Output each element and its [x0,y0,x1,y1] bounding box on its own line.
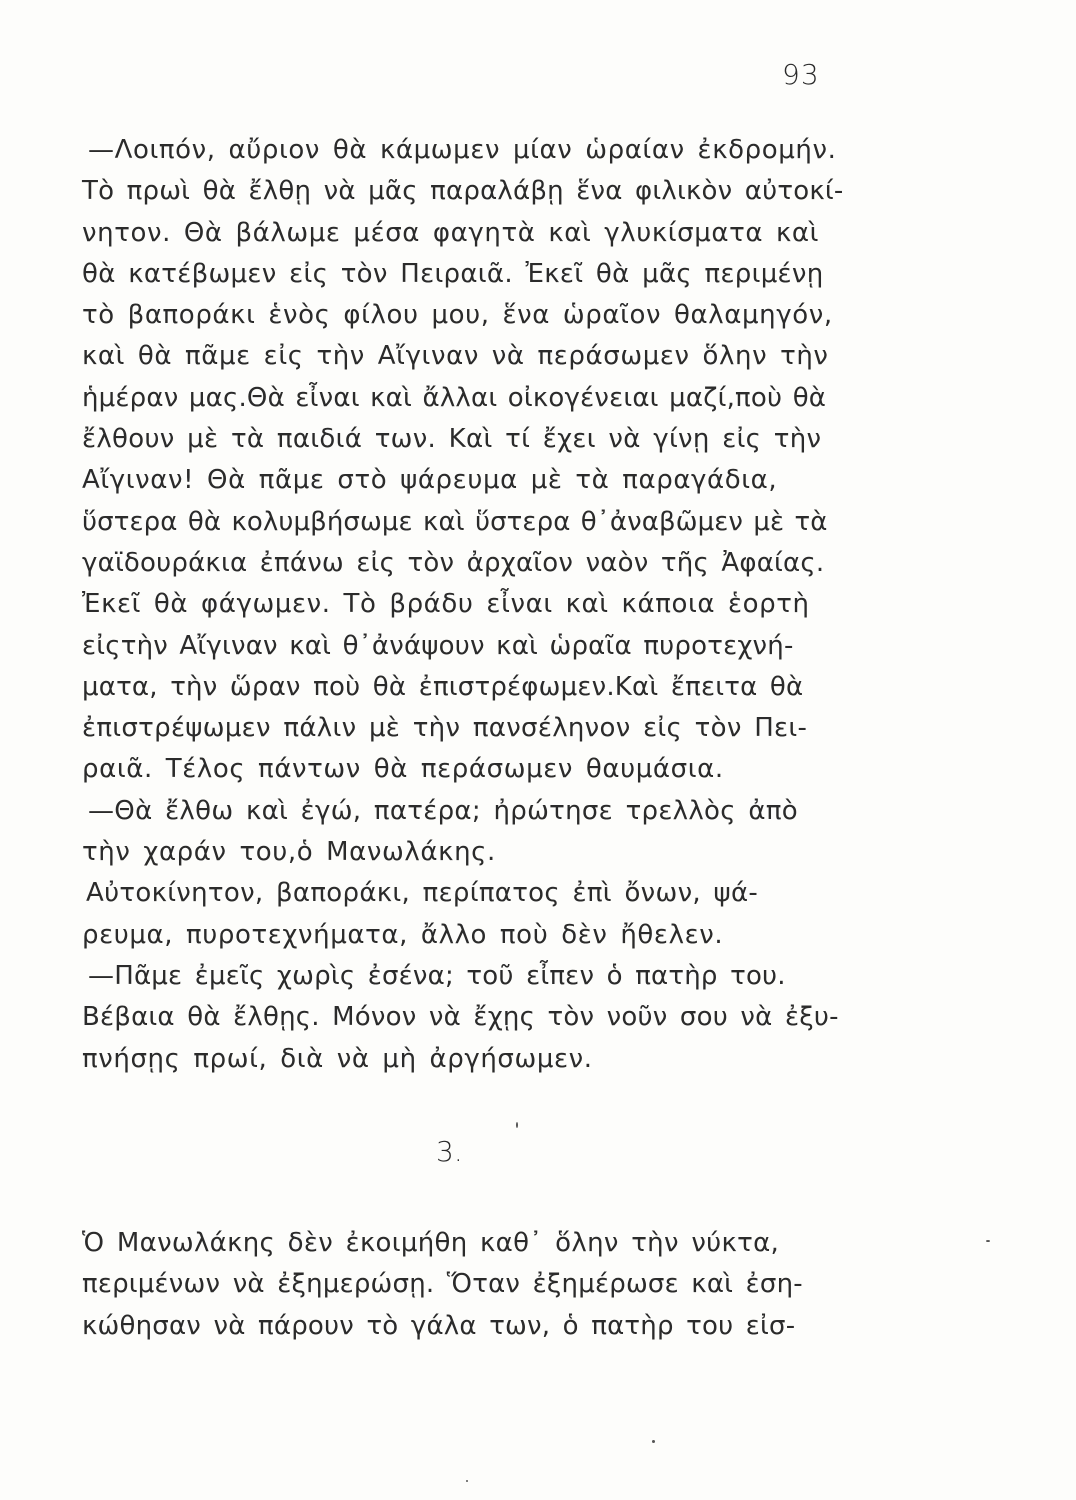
text-line: καὶ θὰ πᾶμε εἰς τὴν Αἴγιναν νὰ περάσωμεν ὅλην τὴν [82,341,829,372]
text-line: ὕστερα θὰ κολυμβήσωμε καὶ ὕστερα θ᾽ἀναβῶμεν μὲ τὰ [82,506,828,537]
text-line: ρευμα, πυροτεχνήματα, ἄλλο ποὺ δὲν ἤθελεν. [82,919,724,950]
text-line: ραιᾶ. Τέλος πάντων θὰ περάσωμεν θαυμάσια. [82,754,724,785]
text-line: ἡμέραν μας.Θὰ εἶναι καὶ ἄλλαι οἰκογένειαι μαζί,ποὺ θὰ [82,382,827,413]
text-line: ἔλθουν μὲ τὰ παιδιά των. Καὶ τί ἔχει νὰ γίνῃ εἰς τὴν [82,424,822,455]
text-line: —Θὰ ἔλθω καὶ ἐγώ, πατέρα; ἠρώτησε τρελλὸς ἀπὸ [88,795,798,826]
text-line: πνήσῃς πρωί, διὰ νὰ μὴ ἀργήσωμεν. [82,1043,593,1074]
text-line: Ὁ Μανωλάκης δὲν ἐκοιμήθη καθ᾽ ὅλην τὴν νύκτα, [82,1228,780,1258]
scan-speck [986,1240,990,1242]
text-line: ματα, τὴν ὥραν ποὺ θὰ ἐπιστρέφωμεν.Καὶ ἔπειτα θὰ [82,671,804,702]
main-text-block [82,130,882,1080]
scan-speck [652,1440,655,1443]
text-line: νητον. Θὰ βάλωμε μέσα φαγητὰ καὶ γλυκίσματα καὶ [82,217,820,248]
text-line: περιμένων νὰ ἐξημερώσῃ. Ὅταν ἐξημέρωσε καὶ ἐση- [82,1269,803,1300]
scan-speck [466,1480,468,1482]
text-line: Τὸ πρωὶ θὰ ἔλθῃ νὰ μᾶς παραλάβῃ ἕνα φιλικὸν αὐτοκί- [82,176,844,207]
text-line: Ἐκεῖ θὰ φάγωμεν. Τὸ βράδυ εἶναι καὶ κάποια ἑορτὴ [82,589,810,620]
text-line: θὰ κατέβωμεν εἰς τὸν Πειραιᾶ. Ἐκεῖ θὰ μᾶς περιμένῃ [82,258,824,289]
text-line: εἰςτὴν Αἴγιναν καὶ θ᾽ἀνάψουν καὶ ὡραῖα πυροτεχνή- [82,630,794,661]
text-line: τὸ βαποράκι ἑνὸς φίλου μου, ἕνα ὡραῖον θαλαμηγόν, [82,300,833,331]
text-line: —Πᾶμε ἐμεῖς χωρὶς ἐσένα; τοῦ εἶπεν ὁ πατὴρ του. [88,960,786,991]
text-line: —Λοιπόν, αὔριον θὰ κάμωμεν μίαν ὡραίαν ἐκδρομήν. [88,135,837,165]
text-line: γαϊδουράκια ἐπάνω εἰς τὸν ἀρχαῖον ναὸν τῆς Ἀφαίας. [82,547,825,578]
text-line: Αὐτοκίνητον, βαποράκι, περίπατος ἐπὶ ὄνων, ψά- [86,878,759,909]
text-line: κώθησαν νὰ πάρουν τὸ γάλα των, ὁ πατὴρ του εἰσ- [82,1310,796,1341]
text-line: ἐπιστρέψωμεν πάλιν μὲ τὴν πανσέληνον εἰς τὸν Πει- [82,713,808,744]
text-line: τὴν χαράν του,ὁ Μανωλάκης. [82,837,496,868]
text-line: Αἴγιναν! Θὰ πᾶμε στὸ ψάρευμα μὲ τὰ παραγάδια, [82,465,778,496]
page-number: 93 [782,58,820,91]
section-number: 3. [436,1135,463,1168]
scan-speck [516,1122,518,1128]
section-3-text-block [82,1223,882,1347]
text-line: Βέβαια θὰ ἔλθῃς. Μόνον νὰ ἔχῃς τὸν νοῦν σου νὰ ἐξυ- [82,1002,839,1033]
